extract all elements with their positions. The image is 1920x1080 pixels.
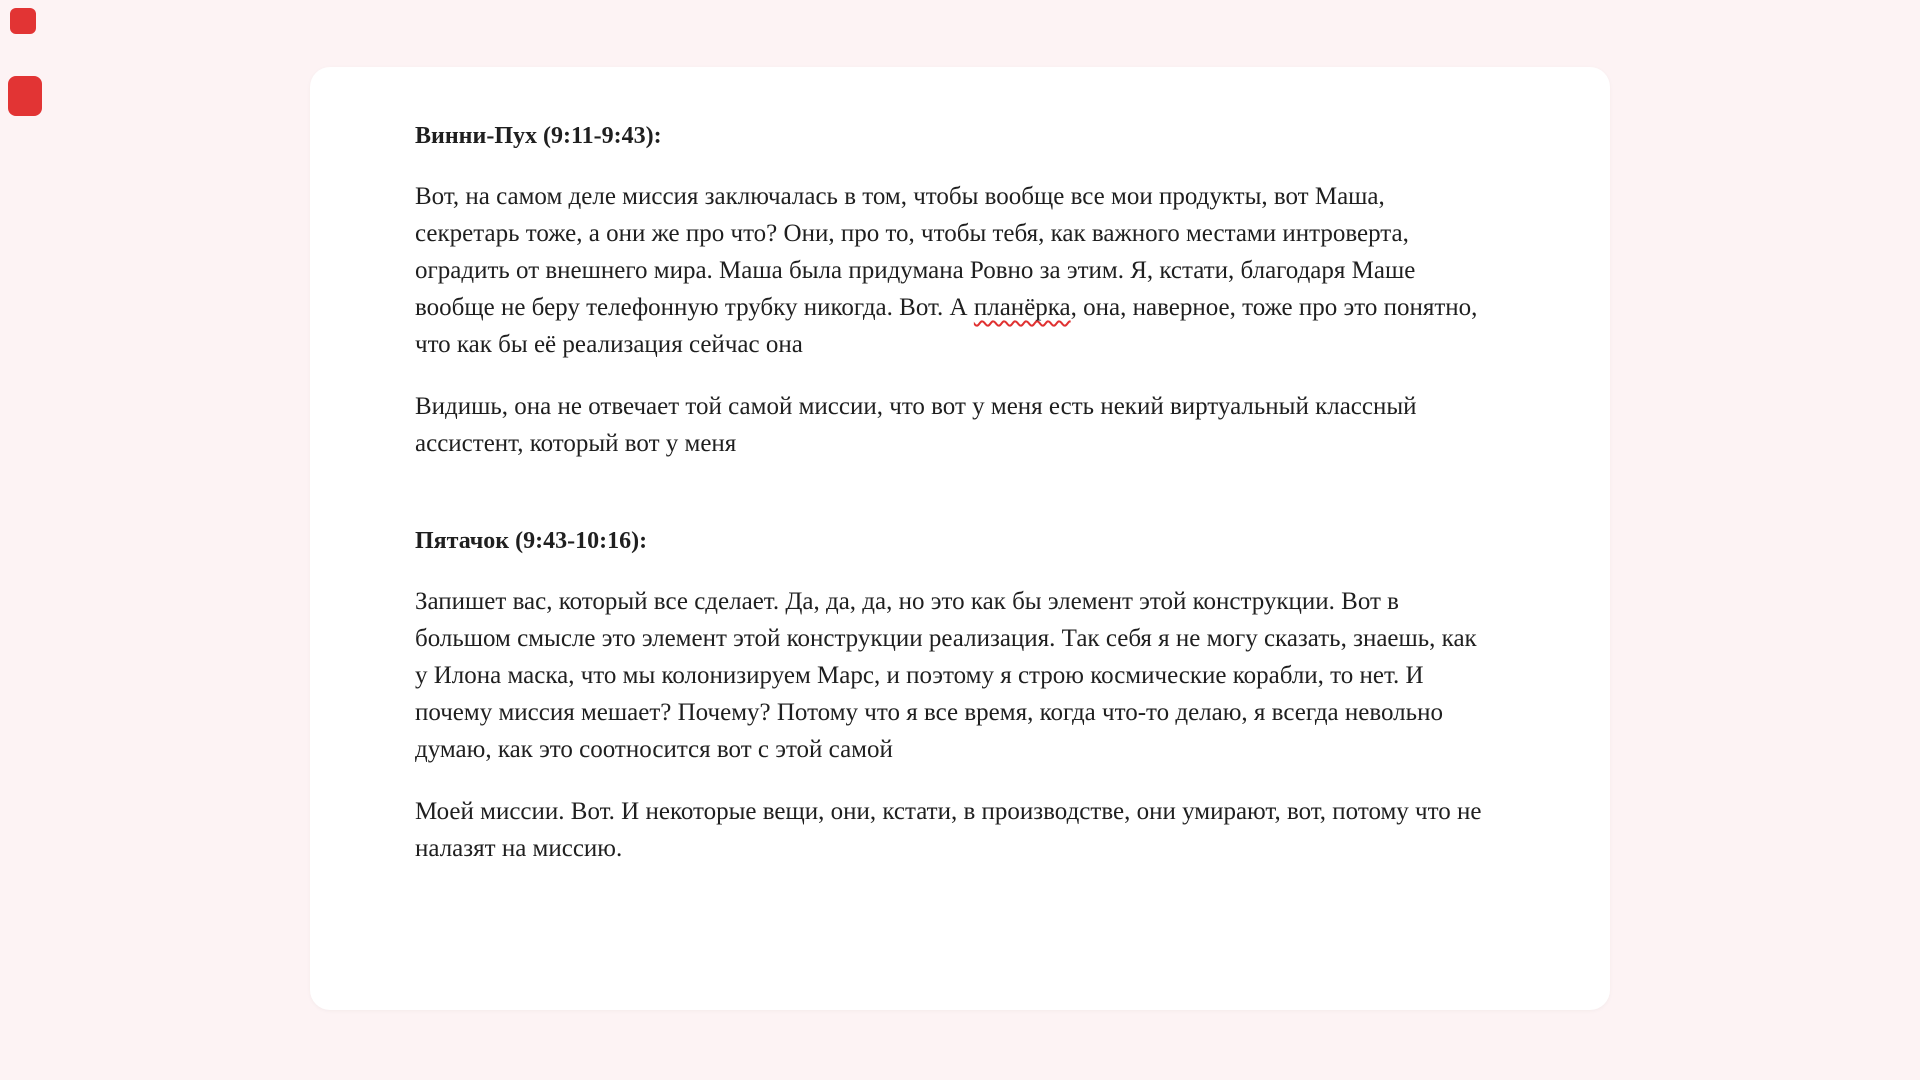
transcript-paragraph: Видишь, она не отвечает той самой миссии, что вот у меня есть некий виртуальный классный ассистент, который вот у меня [415, 393, 1417, 457]
misspelled-word: планёрка [973, 294, 1071, 321]
transcript-paragraph [415, 178, 1490, 363]
transcript-paragraph: Моей миссии. Вот. И некоторые вещи, они, кстати, в производстве, они умирают, вот, потому что не налазят на миссию. [415, 798, 1482, 862]
transcript-section-winnie [415, 120, 1490, 462]
transcript-section-piglet [415, 525, 1490, 867]
transcript-card [310, 67, 1610, 1010]
speaker-heading: Винни-Пух (9:11-9:43): [415, 123, 662, 149]
paragraph-text: Вот, на самом деле миссия заключалась в том, чтобы вообще все мои продукты, вот Маша, секретарь тоже, а они же про что? Они, про то, чтобы тебя, как важного местами интроверта, оградить от внешнего мира. Маша была придумана Ровно за этим. Я, кстати, благодаря Маше вообще не беру телефонную трубку никогда. Вот. А [415, 183, 1416, 321]
red-marker-icon [10, 8, 36, 34]
transcript-paragraph: Запишет вас, который все сделает. Да, да, да, но это как бы элемент этой конструкции. Вот в большом смысле это элемент этой конструкции реализация. Так себя я не могу сказать, знаешь, как у Илона маска, что мы колонизируем Марс, и поэтому я строю космические корабли, то нет. И почему миссия мешает? Почему? Потому что я все время, когда что-то делаю, я всегда невольно думаю, как это соотносится вот с этой самой [415, 588, 1477, 763]
speaker-heading: Пятачок (9:43-10:16): [415, 528, 648, 554]
paragraph-text: , она, наверное, тоже про это понятно, что как бы её реализация сейчас она [415, 294, 1478, 358]
red-marker-icon [8, 76, 42, 116]
